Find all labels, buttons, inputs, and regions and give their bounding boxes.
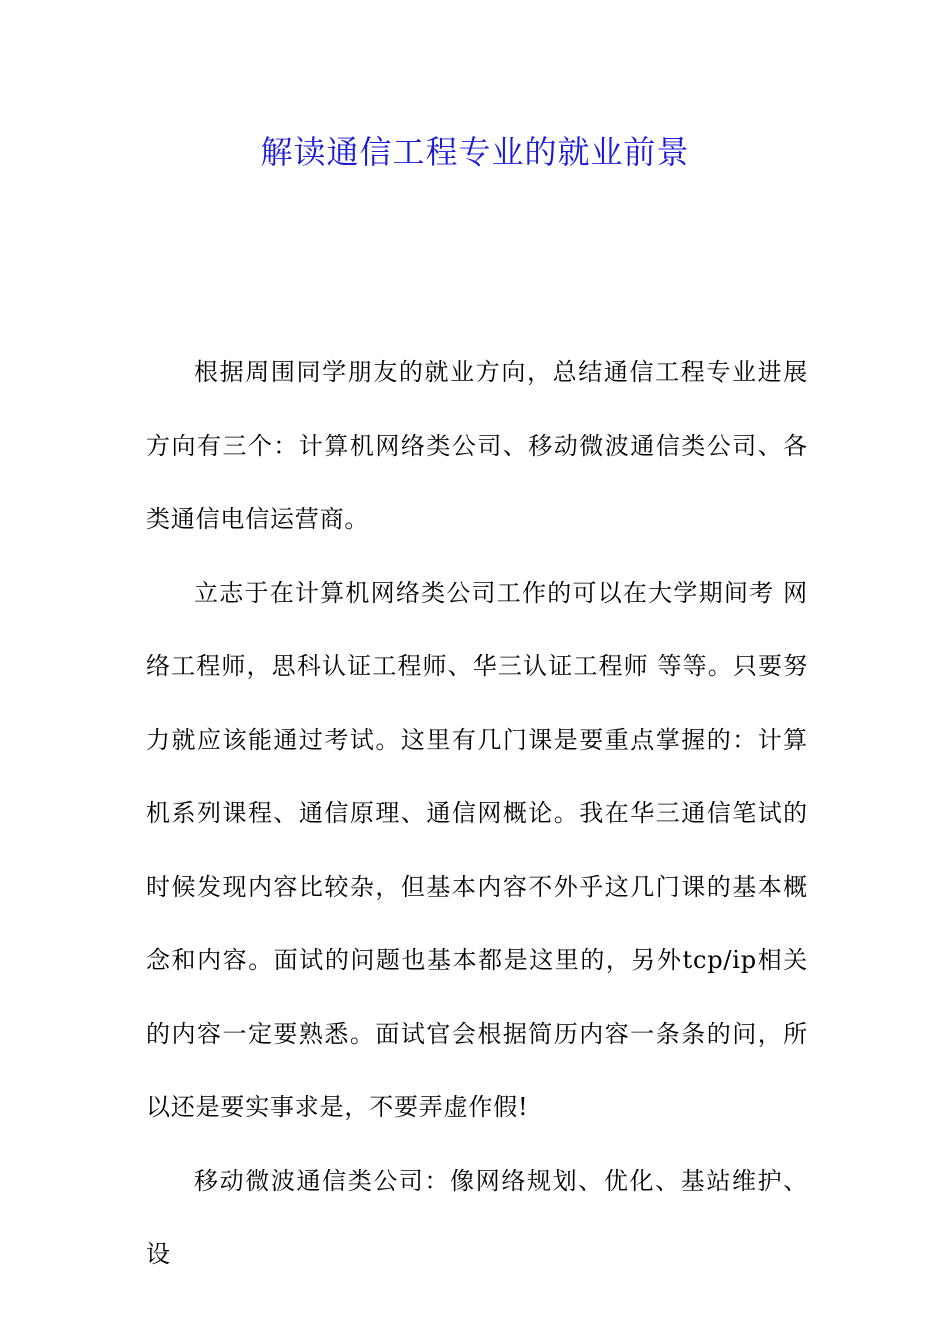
paragraph-2: 立志于在计算机网络类公司工作的可以在大学期间考 网络工程师，思科认证工程师、华三认证工程师 等等。只要努力就应该能通过考试。这里有几门课是要重点掌握的：计算机系列课程、通信原理、通信网概论。我在华三通信笔试的时候发现内容比较杂，但基本内容不外乎这几门课的基本概念和内容。面试的问题也基本都是这里的，另外tcp/ip相关的内容一定要熟悉。面试官会根据简历内容一条条的问，所以还是要实事求是，不要弄虚作假! — [146, 578, 808, 1121]
paragraph-3: 移动微波通信类公司：像网络规划、优化、基站维护、设 — [146, 1166, 808, 1268]
document-body — [146, 336, 808, 1292]
paragraph-1: 根据周围同学朋友的就业方向，总结通信工程专业进展方向有三个：计算机网络类公司、移动微波通信类公司、各类通信电信运营商。 — [146, 358, 808, 533]
document-title: 解读通信工程专业的就业前景 — [260, 133, 690, 171]
